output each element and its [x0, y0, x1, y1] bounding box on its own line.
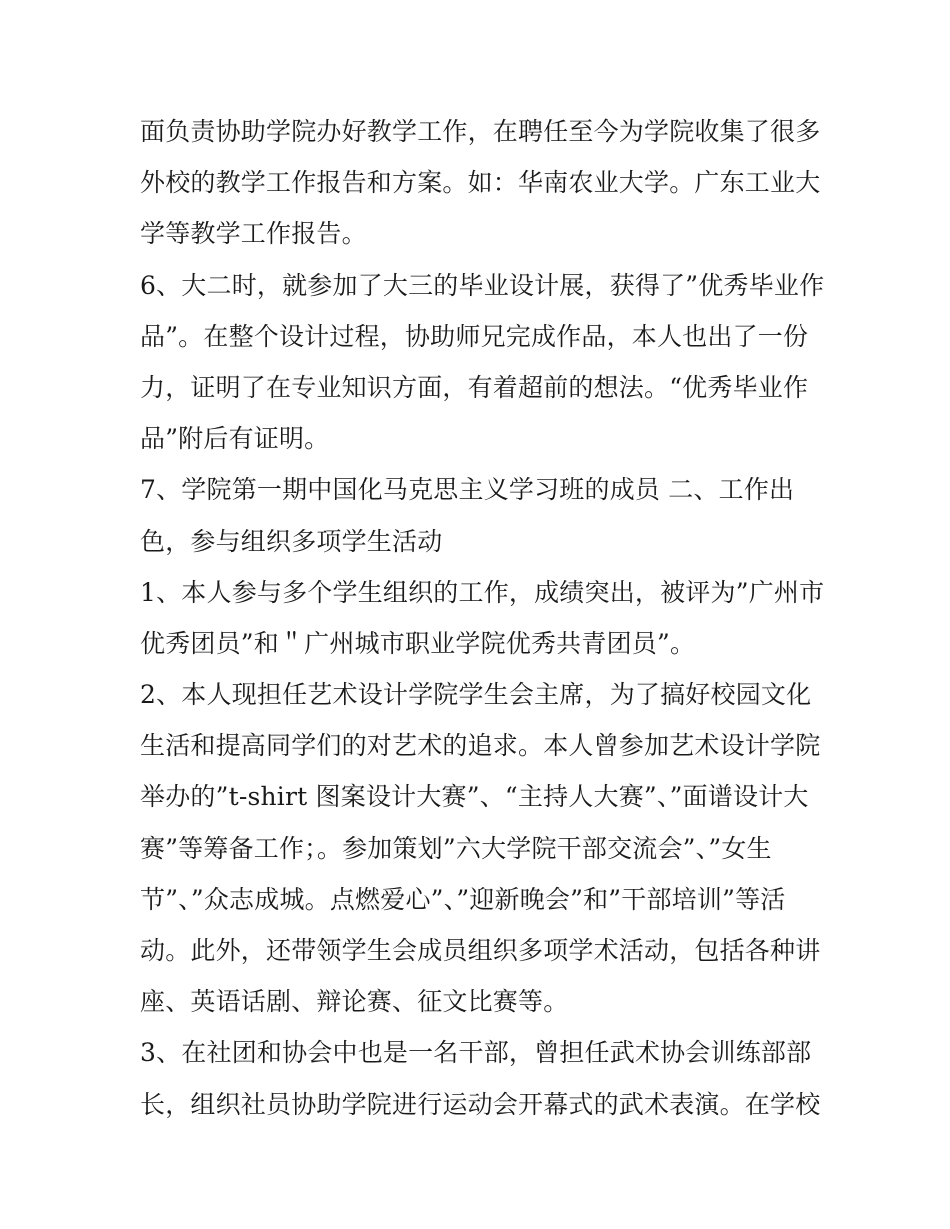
text-line: 优秀团员”和＂广州城市职业学院优秀共青团员”。: [140, 628, 696, 658]
text-line: 7、学院第一期中国化马克思主义学习班的成员 二、工作出: [140, 475, 795, 505]
text-line: 2、本人现担任艺术设计学院学生会主席，为了搞好校园文化: [140, 680, 812, 710]
text-line: 面负责协助学院办好教学工作，在聘任至今为学院收集了很多: [140, 117, 821, 146]
text-line: 座、英语话剧、辩论赛、征文比赛等。: [140, 987, 569, 1017]
text-line: 举办的”t-shirt 图案设计大赛”、“主持人大赛”、”面谱设计大: [140, 782, 809, 812]
text-line: 生活和提高同学们的对艺术的追求。本人曾参加艺术设计学院: [140, 731, 821, 761]
text-line: 学等教学工作报告。: [140, 219, 367, 249]
document-body: [140, 106, 825, 1130]
text-line: 色，参与组织多项学生活动: [140, 526, 443, 556]
text-line: 外校的教学工作报告和方案。如：华南农业大学。广东工业大: [140, 168, 821, 198]
text-line: 长，组织社员协助学院进行运动会开幕式的武术表演。在学校: [140, 1089, 821, 1119]
text-line: 动。此外，还带领学生会成员组织多项学术活动，包括各种讲: [140, 936, 821, 965]
text-line: 力，证明了在专业知识方面，有着超前的想法。“优秀毕业作: [140, 372, 809, 402]
text-line: 1、本人参与多个学生组织的工作，成绩突出，被评为”广州市: [140, 577, 825, 607]
text-line: 品”附后有证明。: [140, 424, 330, 454]
text-line: 6、大二时，就参加了大三的毕业设计展，获得了”优秀毕业作: [140, 270, 825, 300]
text-line: 赛”等筹备工作；。参加策划”六大学院干部交流会”、”女生: [140, 833, 772, 863]
text-line: 3、在社团和协会中也是一名干部，曾担任武术协会训练部部: [140, 1038, 812, 1068]
text-line: 品”。在整个设计过程，协助师兄完成作品，本人也出了一份: [140, 321, 809, 351]
text-line: 节”、”众志成城。点燃爱心”、”迎新晚会”和”干部培训”等活: [140, 884, 786, 914]
